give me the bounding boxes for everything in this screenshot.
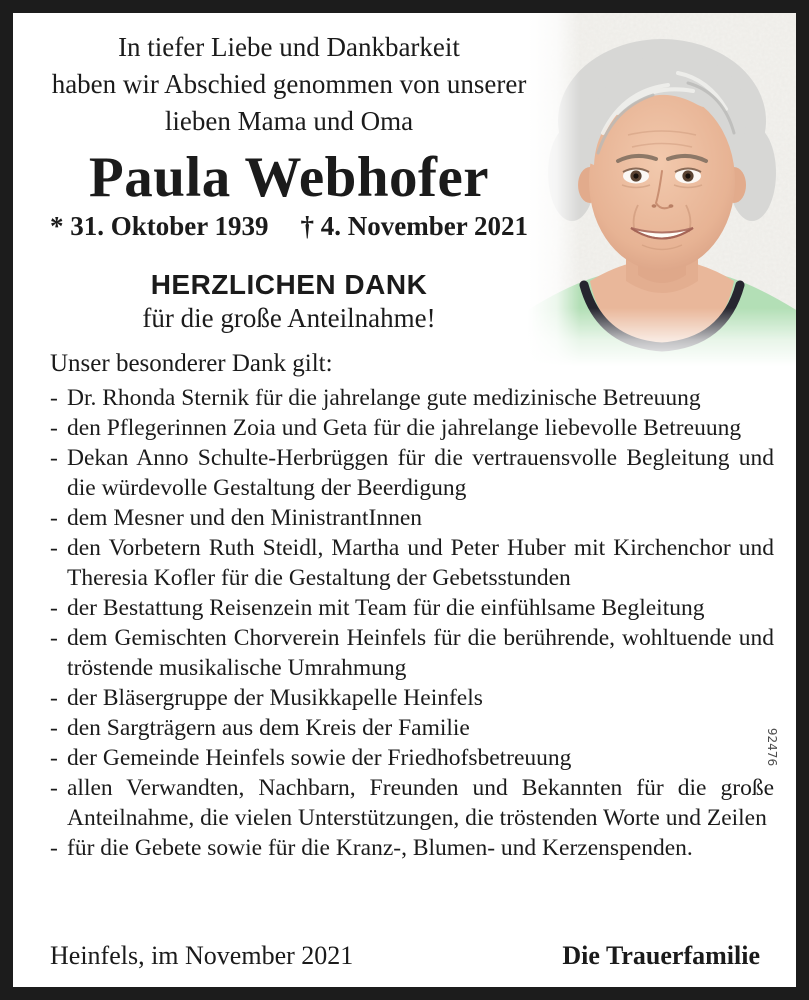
thanks-heading: HERZLICHEN DANK bbox=[150, 269, 428, 300]
thanks-list-item bbox=[50, 413, 774, 443]
death-date: † 4. November 2021 bbox=[300, 211, 528, 241]
bullet-dash: - bbox=[50, 775, 58, 801]
footer bbox=[50, 941, 760, 971]
bullet-dash: - bbox=[50, 535, 58, 561]
thanks-subheading: für die große Anteilnahme! bbox=[142, 303, 436, 333]
bullet-dash: - bbox=[50, 625, 58, 651]
thanks-item-text: der Gemeinde Heinfels sowie der Friedhofsbetreuung bbox=[67, 745, 572, 771]
thanks-item-text: allen Verwandten, Nachbarn, Freunden und Bekannten für die große Anteilnahme, die vielen Unterstützungen, die tröstenden Worte und Zeilen bbox=[67, 775, 774, 831]
thanks-list-item bbox=[50, 713, 774, 743]
thanks-list-item bbox=[50, 443, 774, 503]
bullet-dash: - bbox=[50, 745, 58, 771]
thanks-list-item bbox=[50, 743, 774, 773]
left-nostril bbox=[652, 204, 657, 207]
thanks-item-text: Dekan Anno Schulte-Herbrüggen für die vertrauensvolle Begleitung und die würdevolle Gestaltung der Beerdigung bbox=[67, 445, 774, 501]
thanks-list-item bbox=[50, 683, 774, 713]
right-pupil bbox=[685, 173, 690, 178]
deceased-name: Paula Webhofer bbox=[88, 146, 490, 209]
print-id-number: 92476 bbox=[765, 727, 779, 767]
thanks-list-item bbox=[50, 833, 774, 863]
thanks-item-text: den Pflegerinnen Zoia und Geta für die jahrelange liebevolle Betreuung bbox=[67, 415, 742, 441]
thanks-item-text: dem Mesner und den MinistrantInnen bbox=[67, 505, 423, 531]
bullet-dash: - bbox=[50, 595, 58, 621]
thanks-list-item bbox=[50, 773, 774, 833]
bullet-dash: - bbox=[50, 445, 58, 471]
thanks-item-text: Dr. Rhonda Sternik für die jahrelange gute medizinische Betreuung bbox=[67, 385, 701, 411]
thanks-list-item bbox=[50, 533, 774, 593]
right-nostril bbox=[669, 204, 674, 207]
thanks-list-item bbox=[50, 623, 774, 683]
signature-family: Die Trauerfamilie bbox=[562, 941, 760, 970]
place-and-date: Heinfels, im November 2021 bbox=[50, 941, 354, 970]
thanks-list-item bbox=[50, 593, 774, 623]
thanks-body bbox=[50, 347, 774, 863]
bullet-dash: - bbox=[50, 685, 58, 711]
bullet-dash: - bbox=[50, 505, 58, 531]
thanks-item-text: für die Gebete sowie für die Kranz-, Blumen- und Kerzenspenden. bbox=[67, 835, 693, 861]
bullet-dash: - bbox=[50, 415, 58, 441]
thanks-item-text: der Bläsergruppe der Musikkapelle Heinfels bbox=[67, 685, 483, 711]
thanks-item-text: den Vorbetern Ruth Steidl, Martha und Peter Huber mit Kirchenchor und Theresia Kofler für die Gestaltung der Gebetsstunden bbox=[67, 535, 774, 591]
thanks-list-item bbox=[50, 503, 774, 533]
thanks-item-text: den Sargträgern aus dem Kreis der Familie bbox=[67, 715, 470, 741]
heading-block bbox=[13, 13, 565, 334]
thanks-item-text: dem Gemischten Chorverein Heinfels für die berührende, wohltuende und tröstende musikalische Umrahmung bbox=[67, 625, 774, 681]
portrait-photo bbox=[528, 13, 796, 366]
intro-line-2: haben wir Abschied genommen von unserer bbox=[51, 69, 527, 99]
bullet-dash: - bbox=[50, 715, 58, 741]
bullet-dash: - bbox=[50, 835, 58, 861]
intro-line-1: In tiefer Liebe und Dankbarkeit bbox=[118, 32, 460, 62]
thanks-item-text: der Bestattung Reisenzein mit Team für die einfühlsame Begleitung bbox=[67, 595, 705, 621]
left-pupil bbox=[633, 173, 638, 178]
birth-date: * 31. Oktober 1939 bbox=[50, 211, 269, 241]
intro-line-3: lieben Mama und Oma bbox=[164, 106, 414, 136]
thanks-list-item bbox=[50, 383, 774, 413]
portrait-photo-illustration bbox=[528, 13, 796, 366]
bullet-dash: - bbox=[50, 385, 58, 411]
thanks-list-intro: Unser besonderer Dank gilt: bbox=[50, 350, 333, 377]
life-dates bbox=[13, 210, 565, 242]
